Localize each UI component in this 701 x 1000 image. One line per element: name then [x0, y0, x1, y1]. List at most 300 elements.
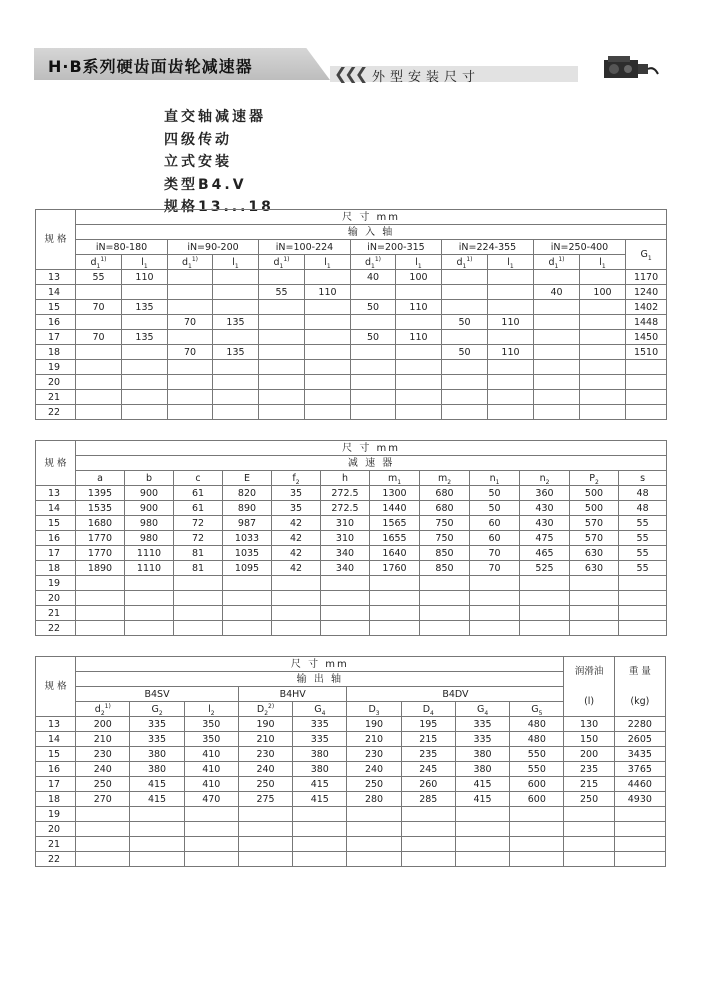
- value-cell: 2605: [614, 732, 665, 747]
- value-cell: [470, 621, 520, 636]
- value-cell: 190: [238, 717, 292, 732]
- value-cell: [259, 270, 305, 285]
- value-cell: [168, 300, 213, 315]
- value-cell: [510, 837, 564, 852]
- value-cell: [168, 360, 213, 375]
- value-cell: 1110: [125, 561, 174, 576]
- value-cell: 110: [396, 300, 442, 315]
- value-cell: 275: [238, 792, 292, 807]
- size-cell: 15: [36, 300, 76, 315]
- value-cell: 500: [570, 486, 619, 501]
- value-cell: [534, 375, 580, 390]
- value-cell: 470: [184, 792, 238, 807]
- value-cell: [520, 606, 570, 621]
- oil-header: 润滑油: [564, 657, 614, 687]
- value-cell: 135: [122, 300, 168, 315]
- value-cell: 50: [442, 345, 488, 360]
- value-cell: 235: [564, 762, 614, 777]
- value-cell: [351, 315, 396, 330]
- value-cell: [347, 837, 401, 852]
- value-cell: [420, 621, 470, 636]
- value-cell: 1510: [626, 345, 667, 360]
- value-cell: 500: [570, 501, 619, 516]
- size-cell: 20: [36, 591, 76, 606]
- value-cell: 70: [76, 300, 122, 315]
- value-cell: [76, 606, 125, 621]
- value-cell: 3765: [614, 762, 665, 777]
- value-cell: 1680: [76, 516, 125, 531]
- value-cell: 250: [76, 777, 130, 792]
- value-cell: [580, 315, 626, 330]
- value-cell: [347, 822, 401, 837]
- col-header: $G_2$: [130, 702, 184, 717]
- value-cell: 890: [223, 501, 272, 516]
- value-cell: [213, 405, 259, 420]
- value-cell: 310: [321, 516, 370, 531]
- value-cell: [470, 606, 520, 621]
- size-cell: 22: [36, 852, 76, 867]
- spec-line: 规格13...18: [164, 199, 274, 215]
- value-cell: 335: [455, 732, 509, 747]
- value-cell: 61: [174, 501, 223, 516]
- col-header: $d_1^{1)}$: [534, 255, 580, 270]
- value-cell: 335: [130, 732, 184, 747]
- value-cell: [122, 405, 168, 420]
- value-cell: 550: [510, 762, 564, 777]
- size-cell: 21: [36, 837, 76, 852]
- value-cell: 250: [238, 777, 292, 792]
- table-row: [36, 486, 667, 501]
- value-cell: [396, 345, 442, 360]
- value-cell: [614, 837, 665, 852]
- value-cell: 630: [570, 546, 619, 561]
- value-cell: [396, 375, 442, 390]
- value-cell: [488, 270, 534, 285]
- col-header: $f_2$: [272, 471, 321, 486]
- value-cell: [213, 360, 259, 375]
- value-cell: [184, 852, 238, 867]
- size-cell: 14: [36, 285, 76, 300]
- input-shaft-table: [35, 209, 667, 420]
- value-cell: [351, 390, 396, 405]
- value-cell: 35: [272, 501, 321, 516]
- value-cell: [396, 285, 442, 300]
- size-cell: 16: [36, 531, 76, 546]
- value-cell: 110: [122, 270, 168, 285]
- weight-header: 重 量: [614, 657, 665, 687]
- table-row: [36, 405, 667, 420]
- value-cell: 380: [455, 762, 509, 777]
- value-cell: [130, 822, 184, 837]
- value-cell: 1760: [370, 561, 420, 576]
- value-cell: 42: [272, 531, 321, 546]
- value-cell: 230: [347, 747, 401, 762]
- value-cell: [122, 360, 168, 375]
- value-cell: [76, 390, 122, 405]
- value-cell: [510, 852, 564, 867]
- value-cell: 70: [168, 345, 213, 360]
- value-cell: 110: [396, 330, 442, 345]
- value-cell: 42: [272, 561, 321, 576]
- value-cell: 850: [420, 546, 470, 561]
- size-cell: 13: [36, 486, 76, 501]
- value-cell: [76, 375, 122, 390]
- col-header: $l_1$: [580, 255, 626, 270]
- value-cell: 480: [510, 732, 564, 747]
- value-cell: [370, 591, 420, 606]
- value-cell: 210: [238, 732, 292, 747]
- size-cell: 14: [36, 501, 76, 516]
- value-cell: 60: [470, 516, 520, 531]
- value-cell: [442, 330, 488, 345]
- value-cell: [619, 576, 667, 591]
- value-cell: [347, 807, 401, 822]
- ratio-range: iN=90-200: [168, 240, 259, 255]
- value-cell: 1110: [125, 546, 174, 561]
- ratio-range: iN=200-315: [351, 240, 442, 255]
- value-cell: [213, 300, 259, 315]
- value-cell: [351, 360, 396, 375]
- value-cell: 430: [520, 516, 570, 531]
- value-cell: 240: [238, 762, 292, 777]
- value-cell: [370, 606, 420, 621]
- value-cell: [174, 621, 223, 636]
- value-cell: [534, 270, 580, 285]
- value-cell: [534, 300, 580, 315]
- value-cell: 81: [174, 561, 223, 576]
- col-header: $P_2$: [570, 471, 619, 486]
- value-cell: [122, 390, 168, 405]
- value-cell: 42: [272, 546, 321, 561]
- table-row: [36, 345, 667, 360]
- value-cell: [520, 621, 570, 636]
- value-cell: [76, 822, 130, 837]
- value-cell: 50: [442, 315, 488, 330]
- size-cell: 18: [36, 561, 76, 576]
- ratio-range: iN=100-224: [259, 240, 351, 255]
- value-cell: [259, 345, 305, 360]
- value-cell: [534, 345, 580, 360]
- value-cell: [614, 807, 665, 822]
- value-cell: [534, 390, 580, 405]
- spec-line: 立式安装: [164, 154, 232, 170]
- value-cell: [510, 807, 564, 822]
- value-cell: 61: [174, 486, 223, 501]
- value-cell: [184, 837, 238, 852]
- value-cell: [259, 315, 305, 330]
- value-cell: [305, 360, 351, 375]
- value-cell: 340: [321, 561, 370, 576]
- value-cell: 380: [293, 762, 347, 777]
- output-shaft-table: [35, 656, 666, 867]
- value-cell: 335: [130, 717, 184, 732]
- value-cell: [238, 852, 292, 867]
- value-cell: [520, 576, 570, 591]
- value-cell: 410: [184, 762, 238, 777]
- table-row: [36, 531, 667, 546]
- value-cell: 272.5: [321, 501, 370, 516]
- value-cell: [168, 375, 213, 390]
- value-cell: [174, 606, 223, 621]
- value-cell: [396, 405, 442, 420]
- size-cell: 14: [36, 732, 76, 747]
- value-cell: [213, 390, 259, 405]
- spec-block: [164, 106, 274, 219]
- value-cell: [305, 390, 351, 405]
- value-cell: 415: [130, 792, 184, 807]
- col-header: $l_2$: [184, 702, 238, 717]
- value-cell: [580, 390, 626, 405]
- table-row: [36, 360, 667, 375]
- value-cell: [213, 285, 259, 300]
- col-header: $l_1$: [396, 255, 442, 270]
- value-cell: 135: [213, 345, 259, 360]
- value-cell: [122, 285, 168, 300]
- value-cell: 350: [184, 732, 238, 747]
- col-header: $D_2^{2)}$: [238, 702, 292, 717]
- size-cell: 21: [36, 606, 76, 621]
- value-cell: [488, 375, 534, 390]
- value-cell: 55: [259, 285, 305, 300]
- size-cell: 15: [36, 747, 76, 762]
- value-cell: 55: [619, 561, 667, 576]
- value-cell: 42: [272, 516, 321, 531]
- value-cell: [370, 576, 420, 591]
- value-cell: [488, 285, 534, 300]
- value-cell: 350: [184, 717, 238, 732]
- col-header: $l_1$: [213, 255, 259, 270]
- group-label: 输 入 轴: [76, 225, 667, 240]
- value-cell: [259, 375, 305, 390]
- col-header: $d_1^{1)}$: [76, 255, 122, 270]
- value-cell: 50: [351, 330, 396, 345]
- col-header: $D_3$: [347, 702, 401, 717]
- table-row: [36, 606, 667, 621]
- value-cell: [401, 807, 455, 822]
- value-cell: 72: [174, 516, 223, 531]
- value-cell: 260: [401, 777, 455, 792]
- table-row: [36, 762, 666, 777]
- value-cell: 150: [564, 732, 614, 747]
- value-cell: 480: [510, 717, 564, 732]
- value-cell: [619, 606, 667, 621]
- col-header: E: [223, 471, 272, 486]
- value-cell: [347, 852, 401, 867]
- value-cell: [76, 807, 130, 822]
- value-cell: 1240: [626, 285, 667, 300]
- value-cell: 380: [130, 747, 184, 762]
- value-cell: [442, 390, 488, 405]
- col-header: $m_1$: [370, 471, 420, 486]
- table-row: [36, 807, 666, 822]
- value-cell: [420, 606, 470, 621]
- value-cell: [580, 345, 626, 360]
- value-cell: [619, 621, 667, 636]
- value-cell: 415: [130, 777, 184, 792]
- value-cell: [401, 852, 455, 867]
- table-title: 尺 寸 mm: [76, 657, 564, 672]
- table-row: [36, 285, 667, 300]
- value-cell: [370, 621, 420, 636]
- value-cell: 35: [272, 486, 321, 501]
- value-cell: [76, 621, 125, 636]
- spec-line: 直交轴减速器: [164, 109, 266, 125]
- value-cell: 230: [76, 747, 130, 762]
- value-cell: 55: [619, 516, 667, 531]
- rowhead: 规 格: [36, 657, 76, 717]
- value-cell: [130, 852, 184, 867]
- value-cell: [122, 375, 168, 390]
- rowhead: 规 格: [36, 441, 76, 486]
- value-cell: 430: [520, 501, 570, 516]
- value-cell: 210: [76, 732, 130, 747]
- size-cell: 20: [36, 375, 76, 390]
- value-cell: [238, 837, 292, 852]
- value-cell: [534, 315, 580, 330]
- table-row: [36, 546, 667, 561]
- value-cell: [223, 576, 272, 591]
- value-cell: [125, 606, 174, 621]
- value-cell: 1770: [76, 531, 125, 546]
- table-row: [36, 516, 667, 531]
- value-cell: 1535: [76, 501, 125, 516]
- reducer-table: [35, 440, 667, 636]
- col-header: s: [619, 471, 667, 486]
- size-cell: 17: [36, 330, 76, 345]
- value-cell: 570: [570, 516, 619, 531]
- value-cell: 1565: [370, 516, 420, 531]
- col-header: b: [125, 471, 174, 486]
- value-cell: 100: [396, 270, 442, 285]
- table-row: [36, 732, 666, 747]
- value-cell: [626, 405, 667, 420]
- value-cell: [213, 330, 259, 345]
- value-cell: [76, 405, 122, 420]
- value-cell: 81: [174, 546, 223, 561]
- value-cell: [259, 330, 305, 345]
- col-header: $d_1^{1)}$: [442, 255, 488, 270]
- value-cell: 285: [401, 792, 455, 807]
- col-header: $d_1^{1)}$: [259, 255, 305, 270]
- value-cell: 310: [321, 531, 370, 546]
- value-cell: 410: [184, 777, 238, 792]
- value-cell: [293, 807, 347, 822]
- value-cell: [351, 345, 396, 360]
- value-cell: 415: [455, 792, 509, 807]
- value-cell: [564, 852, 614, 867]
- value-cell: [396, 390, 442, 405]
- value-cell: [213, 270, 259, 285]
- value-cell: [534, 360, 580, 375]
- series-title: H·B系列硬齿面齿轮减速器: [48, 57, 253, 76]
- table-row: [36, 576, 667, 591]
- value-cell: [455, 822, 509, 837]
- value-cell: [442, 285, 488, 300]
- size-cell: 20: [36, 822, 76, 837]
- value-cell: 1033: [223, 531, 272, 546]
- value-cell: 55: [619, 531, 667, 546]
- value-cell: 250: [564, 792, 614, 807]
- chevrons-icon: ❮❮❮: [334, 64, 366, 83]
- value-cell: [420, 591, 470, 606]
- table-row: [36, 747, 666, 762]
- value-cell: 380: [293, 747, 347, 762]
- value-cell: 1450: [626, 330, 667, 345]
- value-cell: [305, 330, 351, 345]
- table-row: [36, 300, 667, 315]
- value-cell: [272, 621, 321, 636]
- value-cell: 50: [470, 501, 520, 516]
- value-cell: 110: [488, 345, 534, 360]
- mount-type: B4DV: [347, 687, 564, 702]
- value-cell: 2280: [614, 717, 665, 732]
- value-cell: 245: [401, 762, 455, 777]
- value-cell: 190: [347, 717, 401, 732]
- value-cell: [168, 330, 213, 345]
- value-cell: [76, 591, 125, 606]
- oil-unit: (l): [564, 687, 614, 717]
- value-cell: [420, 576, 470, 591]
- value-cell: 215: [564, 777, 614, 792]
- table-row: [36, 390, 667, 405]
- ratio-range: iN=250-400: [534, 240, 626, 255]
- value-cell: 415: [293, 777, 347, 792]
- value-cell: 750: [420, 531, 470, 546]
- table-row: [36, 501, 667, 516]
- value-cell: 135: [122, 330, 168, 345]
- gear-reducer-image: [598, 52, 660, 82]
- value-cell: [564, 822, 614, 837]
- col-header: $d_2^{1)}$: [76, 702, 130, 717]
- value-cell: [305, 375, 351, 390]
- rowhead: 规 格: [36, 210, 76, 270]
- value-cell: [293, 852, 347, 867]
- value-cell: [580, 360, 626, 375]
- size-cell: 16: [36, 315, 76, 330]
- value-cell: [168, 390, 213, 405]
- value-cell: [321, 576, 370, 591]
- value-cell: [259, 300, 305, 315]
- value-cell: 680: [420, 486, 470, 501]
- value-cell: [238, 807, 292, 822]
- value-cell: 335: [455, 717, 509, 732]
- col-header: $d_1^{1)}$: [168, 255, 213, 270]
- value-cell: 72: [174, 531, 223, 546]
- size-cell: 16: [36, 762, 76, 777]
- value-cell: [223, 591, 272, 606]
- value-cell: [259, 405, 305, 420]
- value-cell: [125, 591, 174, 606]
- value-cell: [614, 822, 665, 837]
- value-cell: [184, 807, 238, 822]
- value-cell: [580, 375, 626, 390]
- mount-type: B4SV: [76, 687, 239, 702]
- value-cell: [293, 837, 347, 852]
- col-header: $D_4$: [401, 702, 455, 717]
- value-cell: 1035: [223, 546, 272, 561]
- value-cell: 1402: [626, 300, 667, 315]
- col-header: $G_1$: [626, 240, 667, 270]
- value-cell: [125, 576, 174, 591]
- table-row: [36, 315, 667, 330]
- value-cell: [321, 591, 370, 606]
- value-cell: 130: [564, 717, 614, 732]
- value-cell: [442, 360, 488, 375]
- table-row: [36, 591, 667, 606]
- value-cell: [130, 837, 184, 852]
- value-cell: 135: [213, 315, 259, 330]
- table-row: [36, 852, 666, 867]
